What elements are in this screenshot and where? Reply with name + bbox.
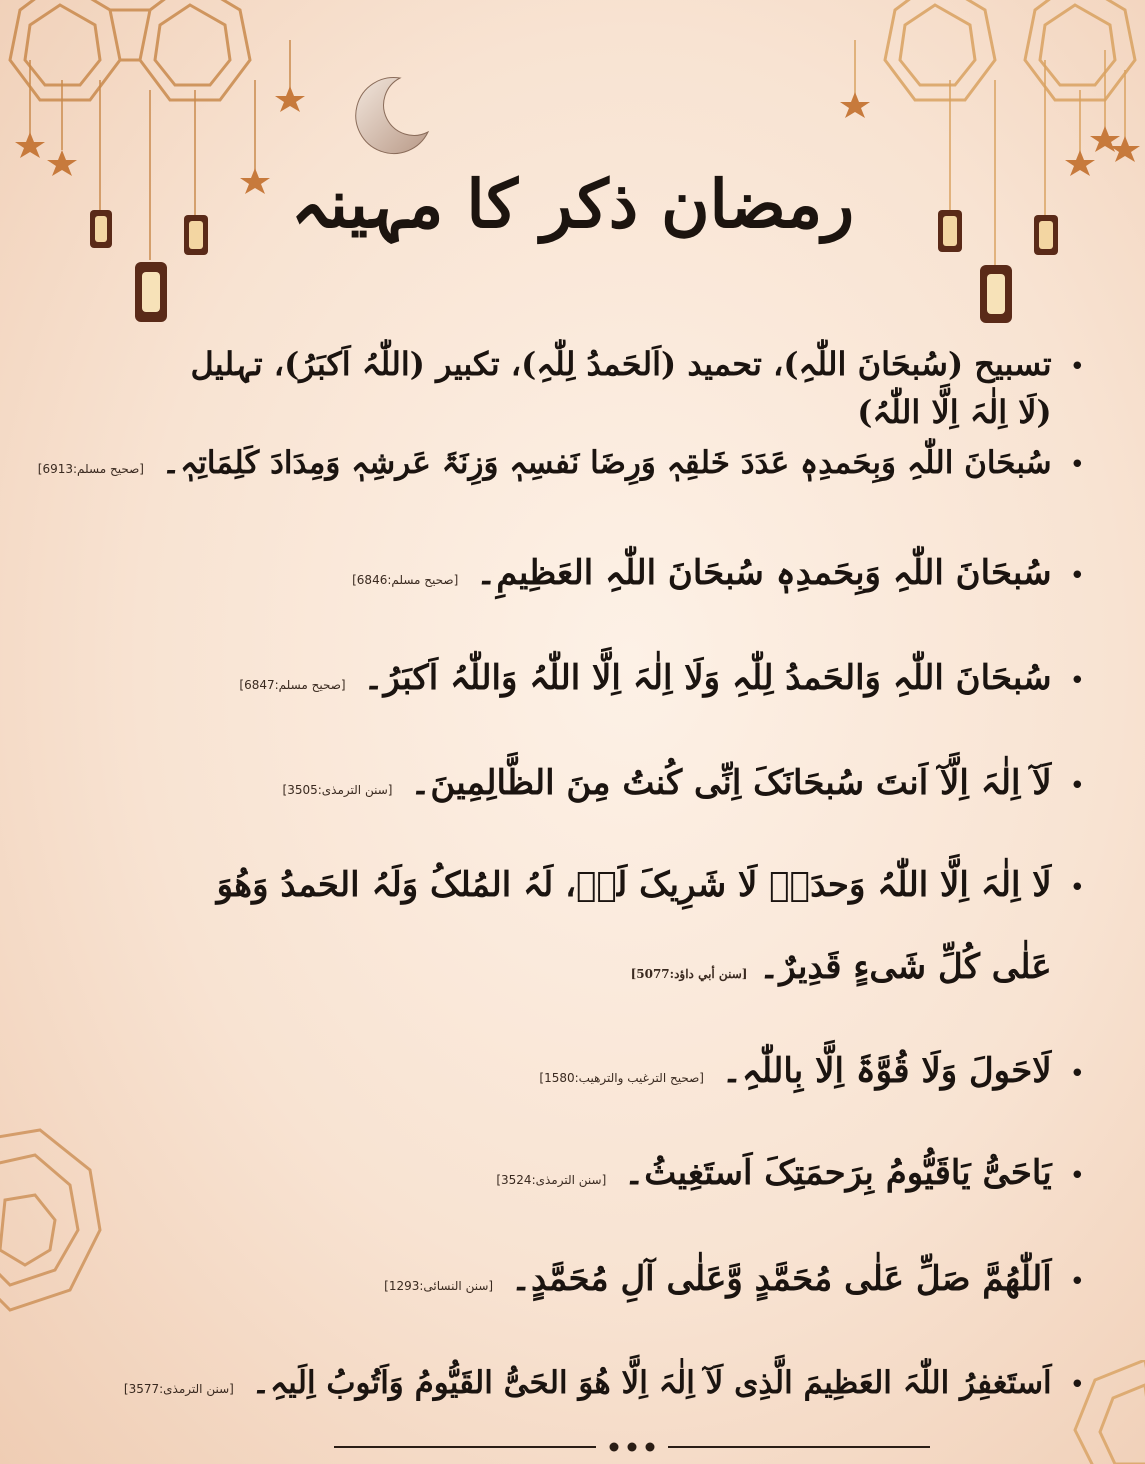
- dhikr-text: سُبحَانَ اللّٰہِ وَبِحَمدِہٖ سُبحَانَ اللّٰہِ العَظِیمِ۔: [476, 553, 1052, 593]
- page-title: رمضان ذکر کا مہینہ: [290, 165, 855, 243]
- bullet-icon: •: [1069, 450, 1085, 480]
- list-item: [100, 1365, 1085, 1401]
- bullet-icon: •: [1069, 1370, 1085, 1400]
- dhikr-text: اَللّٰھُمَّ صَلِّ عَلٰی مُحَمَّدٍ وَّعَلٰی آلِ مُحَمَّدٍ۔: [511, 1259, 1052, 1299]
- footer-divider: [334, 1440, 930, 1454]
- bullet-icon: •: [1069, 1059, 1085, 1089]
- dhikr-text: لَآ اِلٰہَ اِلَّآ اَنتَ سُبحَانَکَ اِنِّی کُنتُ مِنَ الظَّالِمِینَ۔: [410, 763, 1052, 803]
- hadith-reference: [صحیح الترغیب والترھیب:1580]: [539, 1071, 704, 1085]
- dhikr-text-body: لَا اِلٰہَ اِلَّا اللّٰہُ وَحدَہٗ لَا شَرِیکَ لَہٗ، لَہُ المُلکُ وَلَہُ الحَمدُ وَھُوَ عَلٰی کُلِّ شَیءٍ قَدِیرٌ۔: [216, 865, 1052, 987]
- bullet-icon: •: [1069, 666, 1085, 696]
- list-item: [37, 445, 1085, 481]
- hadith-reference: [صحیح مسلم:6847]: [239, 678, 346, 692]
- hadith-reference: [سنن الترمذی:3524]: [496, 1173, 607, 1187]
- dhikr-text: یَاحَیُّ یَاقَیُّومُ بِرَحمَتِکَ اَستَغِیثُ۔: [624, 1153, 1052, 1193]
- hadith-reference: [سنن الترمذی:3577]: [123, 1382, 234, 1396]
- list-item: [160, 657, 1085, 698]
- dhikr-text: اَستَغفِرُ اللّٰہَ العَظِیمَ الَّذِی لَآ اِلٰہَ اِلَّا ھُوَ الحَیُّ القَیُّومُ وَاَتُوبُ اِلَیہِ۔: [251, 1365, 1052, 1401]
- hadith-reference: [صحیح مسلم:6846]: [352, 573, 459, 587]
- hadith-reference: [سنن الترمذی:3505]: [282, 783, 393, 797]
- dhikr-text: سُبحَانَ اللّٰہِ وَالحَمدُ لِلّٰہِ وَلَا اِلٰہَ اِلَّا اللّٰہُ وَاللّٰہُ اَکبَرُ۔: [363, 658, 1052, 698]
- list-item: [160, 1152, 1085, 1193]
- bullet-icon: •: [1069, 1161, 1085, 1191]
- list-item: [160, 1050, 1085, 1091]
- bullet-icon: •: [1069, 352, 1085, 382]
- dhikr-text: سُبحَانَ اللّٰہِ وَبِحَمدِہٖ عَدَدَ خَلقِہٖ وَرِضَا نَفسِہٖ وَزِنَۃَ عَرشِہٖ وَمِدَادَ کَلِمَاتِہٖ۔: [161, 445, 1052, 481]
- hadith-reference: [صحیح مسلم:6913]: [37, 462, 144, 476]
- bullet-icon: •: [1069, 771, 1085, 801]
- dhikr-text: [170, 845, 1052, 1008]
- list-item: [170, 845, 1085, 1008]
- bullet-icon: •: [1069, 873, 1085, 903]
- dhikr-text: لَاحَولَ وَلَا قُوَّۃَ اِلَّا بِاللّٰہِ۔: [721, 1051, 1052, 1091]
- list-item: [160, 552, 1085, 593]
- list-item: [160, 1258, 1085, 1299]
- list-item: [160, 340, 1085, 436]
- bullet-icon: •: [1069, 561, 1085, 591]
- hadith-reference: [سنن النسائی:1293]: [384, 1279, 494, 1293]
- list-item: [160, 762, 1085, 803]
- bullet-icon: •: [1069, 1267, 1085, 1297]
- hadith-reference: [سنن أبي داؤد:5077]: [630, 966, 748, 981]
- dhikr-text: تسبیح (سُبحَانَ اللّٰہِ)، تحمید (اَلحَمدُ لِلّٰہِ)، تکبیر (اللّٰہُ اَکبَرُ)، تہلیل (لَا اِلٰہَ اِلَّا اللّٰہُ): [190, 345, 1052, 431]
